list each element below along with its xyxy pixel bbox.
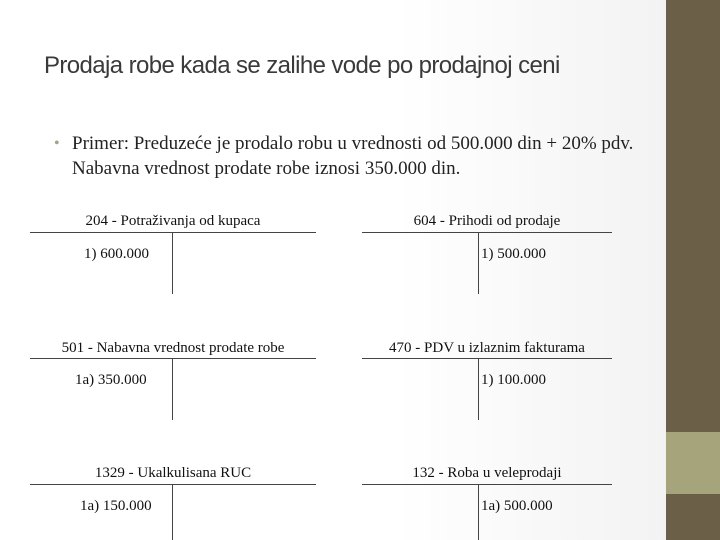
account-title-501: 501 - Nabavna vrednost prodate robe [61,340,285,356]
account-title-204: 204 - Potraživanja od kupaca [85,213,261,229]
bullet-dot: • [54,135,60,152]
debit-entry-204: 1) 600.000 [84,246,149,262]
account-title-1329: 1329 - Ukalkulisana RUC [94,465,252,481]
account-title-132: 132 - Roba u veleprodaji [412,465,562,481]
credit-entry-604: 1) 500.000 [481,246,546,262]
debit-entry-501: 1a) 350.000 [75,372,147,388]
t-account-line-470 [362,358,612,359]
debit-entry-1329: 1a) 150.000 [80,498,152,514]
t-account-line-204 [30,232,316,233]
t-account-line-132 [362,484,612,485]
t-account-divider-470 [478,358,479,420]
credit-entry-470: 1) 100.000 [481,372,546,388]
t-account-divider-1329 [172,484,173,540]
t-account-divider-204 [172,232,173,294]
credit-entry-132: 1a) 500.000 [481,498,553,514]
t-account-divider-132 [478,484,479,540]
account-title-604: 604 - Prihodi od prodaje [413,213,561,229]
sidebar-accent-block [666,432,720,494]
t-account-divider-604 [478,232,479,294]
example-text: Primer: Preduzeće je prodalo robu u vrednosti od 500.000 din + 20% pdv. Nabavna vrednost prodate robe iznosi 350.000 din. [72,133,634,179]
t-account-line-1329 [30,484,316,485]
account-title-470: 470 - PDV u izlaznim fakturama [389,340,585,356]
t-account-divider-501 [172,358,173,420]
t-account-line-604 [362,232,612,233]
slide-title: Prodaja robe kada se zalihe vode po prodajnoj ceni [44,52,560,79]
t-account-line-501 [30,358,316,359]
